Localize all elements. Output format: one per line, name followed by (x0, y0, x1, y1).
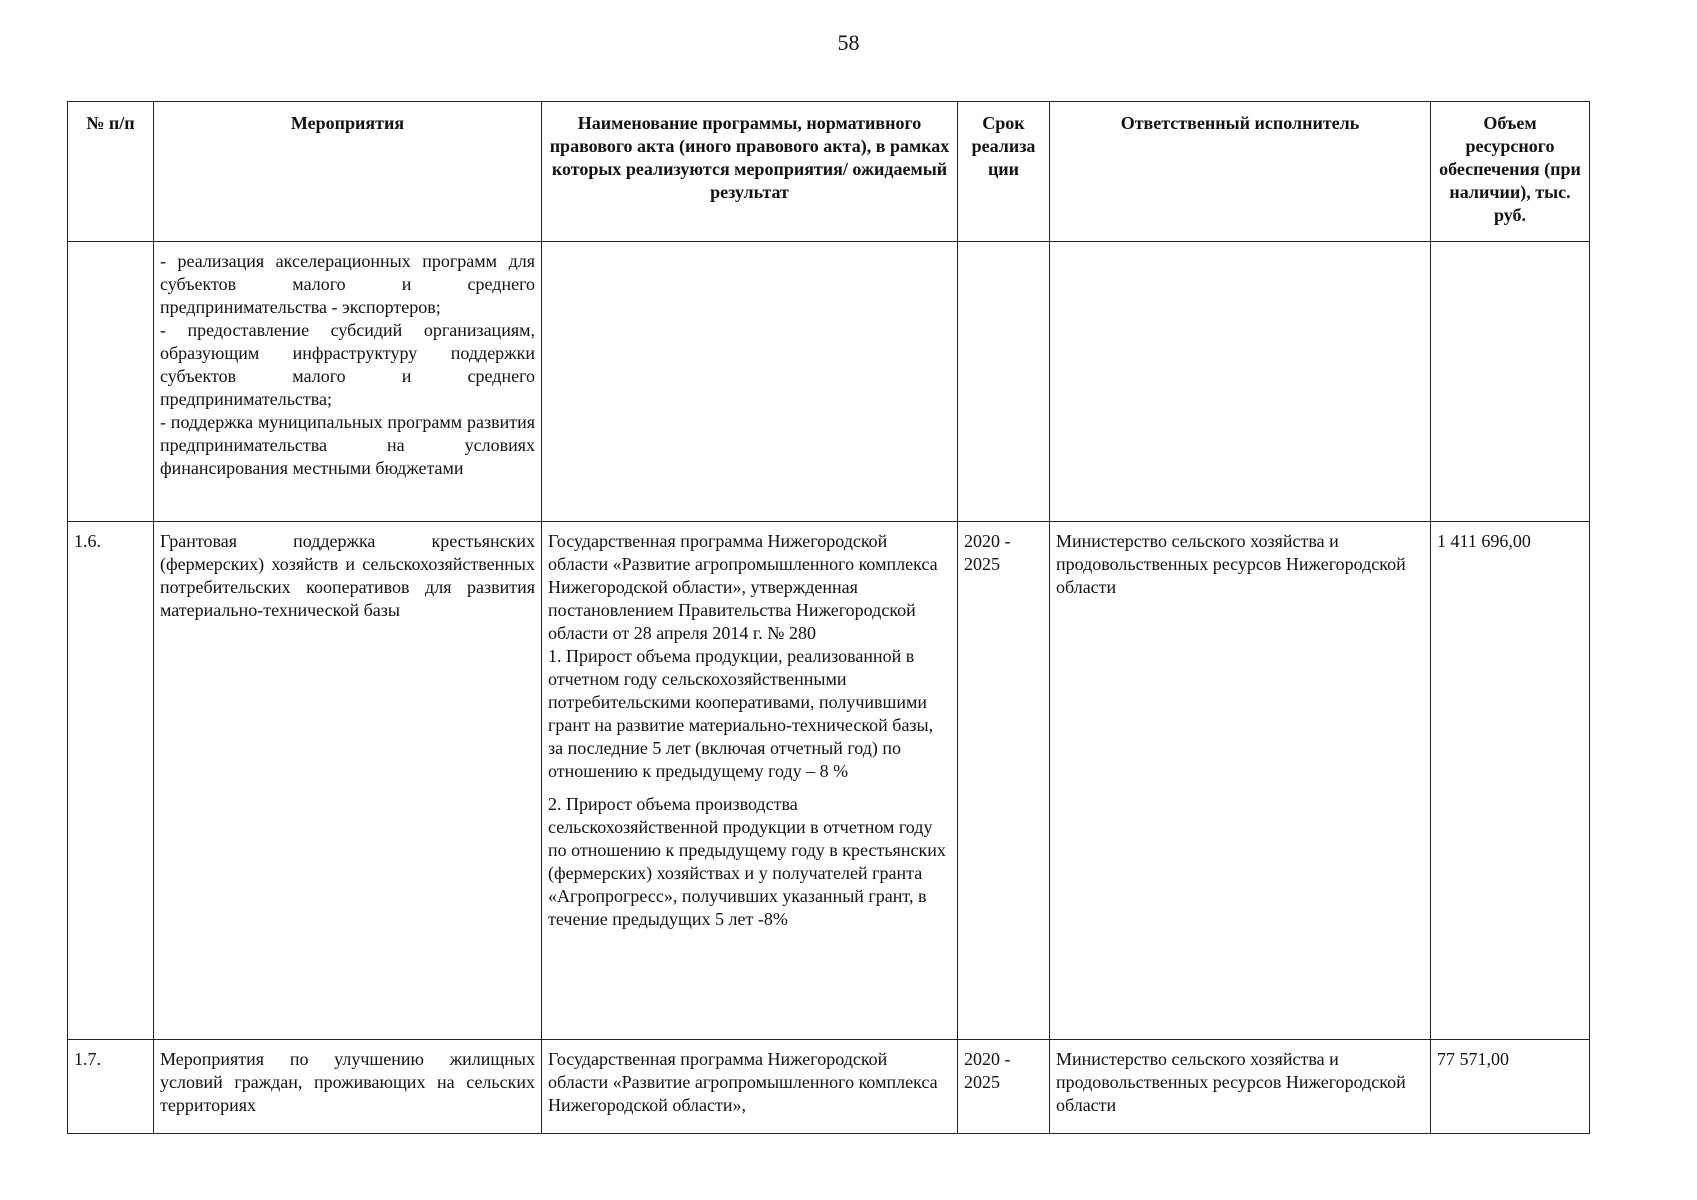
page-number: 58 (837, 30, 860, 55)
cell-number (68, 242, 154, 522)
header-executor: Ответственный исполнитель (1050, 102, 1431, 242)
cell-executor (1050, 242, 1431, 522)
cell-term (958, 242, 1050, 522)
cell-program: Государственная программа Нижегородской области «Развитие агропромышленного комплекса Нижегородской области», (542, 1040, 958, 1134)
cell-activity (154, 242, 542, 522)
activity-line: - поддержка муниципальных программ развития предпринимательства на условиях финансирования местными бюджетами (160, 412, 535, 478)
cell-term: 2020 - 2025 (958, 522, 1050, 1040)
cell-volume: 77 571,00 (1431, 1040, 1590, 1134)
paragraph-gap (548, 783, 951, 793)
cell-volume (1431, 242, 1590, 522)
cell-program (542, 242, 958, 522)
table-header-row (68, 102, 1590, 242)
program-intro: Государственная программа Нижегородской области «Развитие агропромышленного комплекса Нижегородской области», утвержденная постановлением Правительства Нижегородской области от 28 апреля 2014 г. № 280 (548, 531, 938, 643)
cell-number: 1.6. (68, 522, 154, 1040)
activity-line: - предоставление субсидий организациям, образующим инфраструктуру поддержки субъектов малого и среднего предпринимательства; (160, 320, 535, 409)
expected-result-2: 2. Прирост объема производства сельскохозяйственной продукции в отчетном году по отношению к предыдущему году в крестьянских (фермерских) хозяйствах и у получателей гранта «Агропрогресс», получивших указанный грант, в течение предыдущих 5 лет -8% (548, 794, 946, 929)
table-row (68, 522, 1590, 1040)
header-volume: Объем ресурсного обеспечения (при наличии), тыс. руб. (1431, 102, 1590, 242)
measures-table (67, 101, 1590, 1134)
cell-program (542, 522, 958, 1040)
header-number: № п/п (68, 102, 154, 242)
cell-activity: Мероприятия по улучшению жилищных условий граждан, проживающих на сельских территориях (154, 1040, 542, 1134)
cell-term: 2020 - 2025 (958, 1040, 1050, 1134)
activity-line: - реализация акселерационных программ для субъектов малого и среднего предпринимательства - экспортеров; (160, 251, 535, 317)
expected-result-1: 1. Прирост объема продукции, реализованной в отчетном году сельскохозяйственными потребительскими кооперативами, получившими грант на развитие материально-технической базы, за последние 5 лет (включая отчетный год) по отношению к предыдущему году – 8 % (548, 646, 934, 781)
header-program: Наименование программы, нормативного правового акта (иного правового акта), в рамках которых реализуются мероприятия/ ожидаемый результат (542, 102, 958, 242)
table-row (68, 242, 1590, 522)
cell-executor: Министерство сельского хозяйства и продовольственных ресурсов Нижегородской области (1050, 1040, 1431, 1134)
header-term: Срок реализа ции (958, 102, 1050, 242)
cell-executor: Министерство сельского хозяйства и продовольственных ресурсов Нижегородской области (1050, 522, 1431, 1040)
cell-number: 1.7. (68, 1040, 154, 1134)
cell-volume: 1 411 696,00 (1431, 522, 1590, 1040)
header-activities: Мероприятия (154, 102, 542, 242)
table-row (68, 1040, 1590, 1134)
cell-activity: Грантовая поддержка крестьянских (фермерских) хозяйств и сельскохозяйственных потребительских кооперативов для развития материально-технической базы (154, 522, 542, 1040)
